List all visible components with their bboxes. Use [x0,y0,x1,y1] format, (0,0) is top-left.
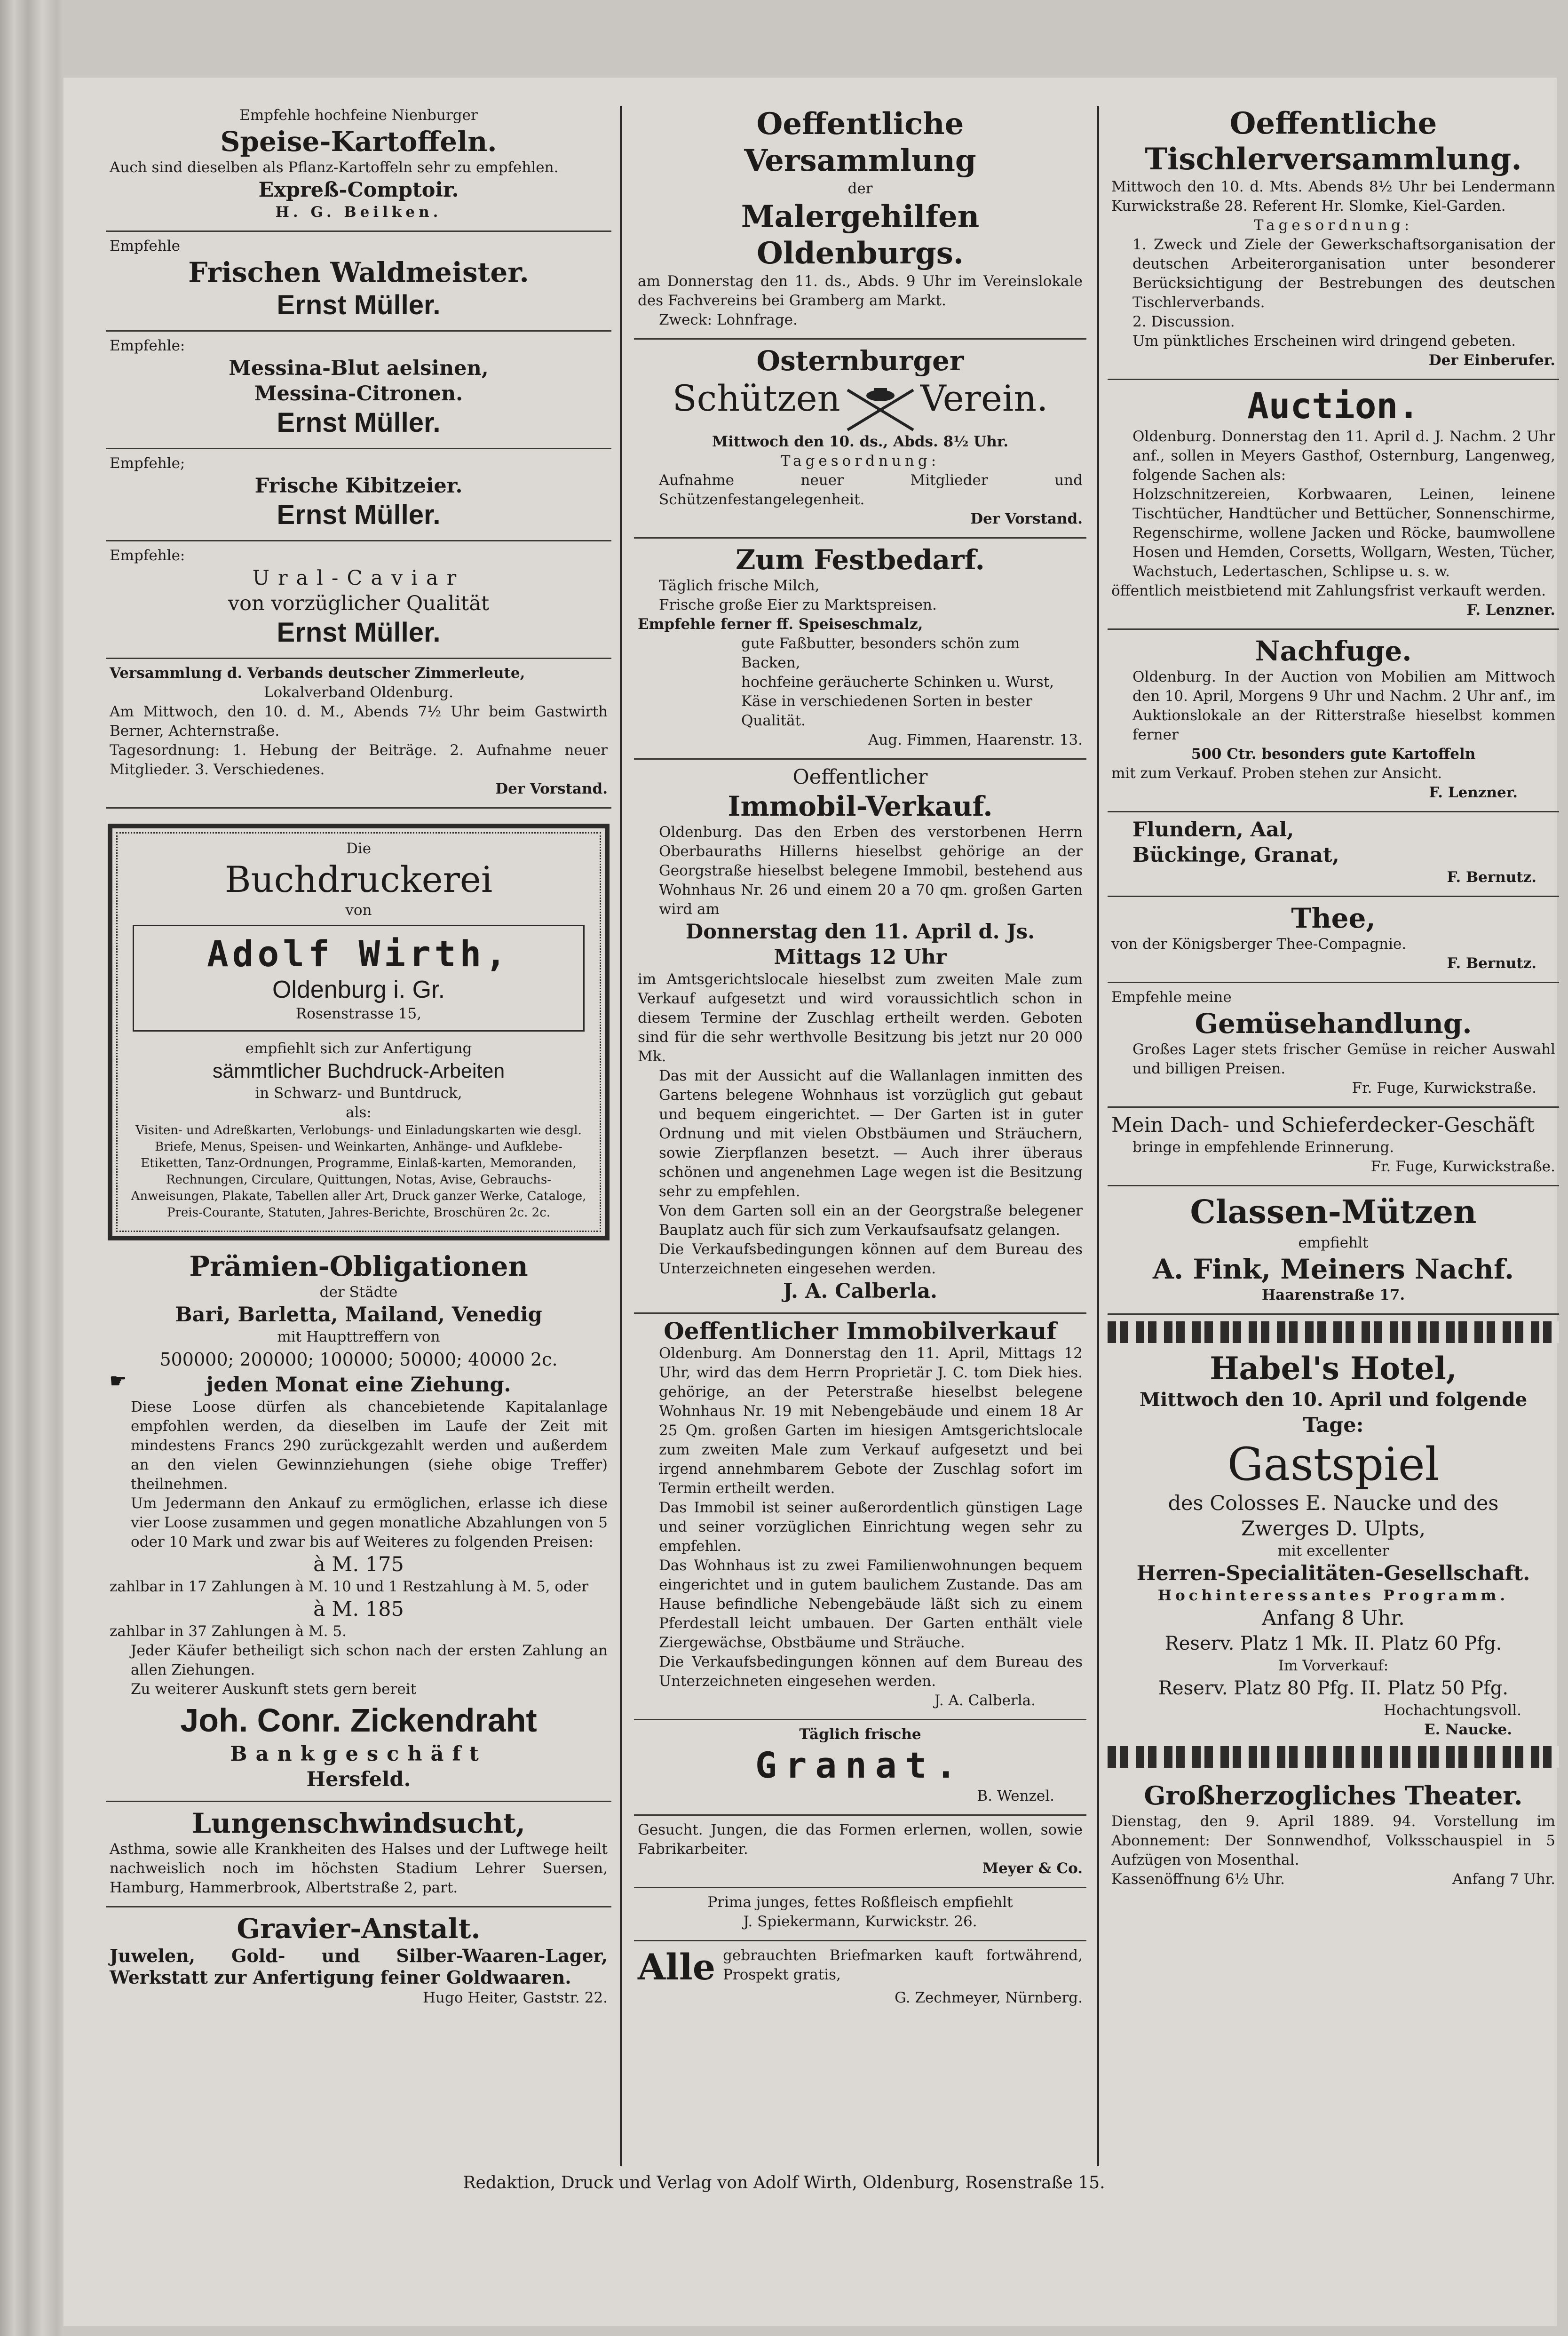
ad-zimmerleute [106,659,611,809]
ad-text: Um pünktliches Erscheinen wird dringend gebeten. [1132,333,1516,350]
ad-title: Gemüsehandlung. [1195,1008,1472,1040]
ad-line: als: [346,1104,372,1121]
ad-text: von der Königsberger Thee-Compagnie. [1111,936,1407,953]
ad-line: der [847,180,873,197]
ad-line: Reserv. Platz 1 Mk. II. Platz 60 Pfg. [1164,1633,1502,1654]
ad-text: Jeder Käufer betheiligt sich schon nach der ersten Zahlung an allen Ziehungen. [131,1642,608,1678]
ad-title: Alle [638,1946,716,1988]
ad-muetzen [1108,1186,1559,1315]
ad-title: Verein. [920,377,1048,419]
ad-title: Ural-Caviar [252,566,465,590]
ad-signature: Der Vorstand. [495,780,608,797]
footer-imprint: Redaktion, Druck und Verlag von Adolf Wirth, Oldenburg, Rosenstraße 15. [463,2173,1105,2193]
ad-signature: Ernst Müller. [277,500,441,530]
ad-title: Gravier-Anstalt. [237,1913,481,1945]
ad-text: Auch sind dieselben als Pflanz-Kartoffeln sehr zu empfehlen. [110,159,559,176]
ad-kartoffeln [106,101,611,232]
ad-price: à M. 175 [313,1553,404,1576]
ad-signature: Hugo Heiter, Gaststr. 22. [423,1989,608,2006]
ad-line: Empfehle: [110,337,185,354]
ad-line: Reserv. Platz 80 Pfg. II. Platz 50 Pfg. [1158,1677,1509,1699]
ad-title: Mein Dach- und Schieferdecker-Geschäft [1111,1113,1535,1137]
ad-obligationen [106,1245,611,1802]
ad-text: Tagesordnung: 1. Hebung der Beiträge. 2. Aufnahme neuer Mitglieder. 3. Verschiedenes. [110,742,608,778]
ad-dach [1108,1108,1559,1186]
ad-text: Oldenburg. Am Donnerstag den 11. April, Mittags 12 Uhr, wird das dem Herrn Proprietär J. C. tom Diek hies. gehörige, an der Peterstraße hieselbst belegene Wohnhaus Nr. 19 mit Nebengebäude und einem 18 Ar 25 Qm. großen Garten im hiesigen Amtsgerichtslocale zum zweiten Male zum Verkauf aufgesetzt und bei irgend annehmbarem Gebote der Zuschlag sofort im Termin ertheilt werden. [659,1344,1083,1497]
ad-signature: H. G. Beilken. [275,204,442,221]
ad-price: à M. 185 [313,1597,404,1621]
ad-text: Holzschnitzereien, Korbwaaren, Leinen, leinene Tischtücher, Handtücher und Bettücher, Sonnenschirme, Regenschirme, wollene Jacken und Röcke, baumwollene Hosen und Hemden, Corsetts, Wollgarn, Westen, Tücher, Wachstuch, Ledertaschen, Schlipse u. s. w. [1132,486,1555,580]
ad-line: Im Vorverkauf: [1278,1657,1389,1674]
ad-title: Lungenschwindsucht, [192,1807,525,1839]
ad-text: 1. Zweck und Ziele der Gewerkschaftsorganisation der deutschen Arbeiterorganisation unter besonderer Berücksichtigung der Bestrebungen des deutschen Tischlerverbands. [1132,236,1555,311]
ad-line: gute Faßbutter, besonders schön zum Backen, [741,635,1020,671]
column-rule-1 [620,106,622,2166]
ad-line: mit Haupttreffern von [277,1328,440,1345]
ad-signature: Der Einberufer. [1428,352,1555,369]
ad-line: Tagesordnung: [780,452,940,469]
ad-waldmeister [106,232,611,332]
ad-text: 2. Discussion. [1132,313,1235,330]
ad-line: Käse in verschiedenen Sorten in bester Qualität. [741,692,1032,729]
ad-text: Oldenburg. Das den Erben des verstorbenen Herrn Oberbauraths Hillerns hieselbst gehörige an der Georgstraße hieselbst belegene Immobil, bestehend aus Wohnhaus Nr. 26 und einem 20 a 70 qm. großen Garten wird am [659,823,1083,918]
ad-line: empfiehlt sich zur Anfertigung [245,1040,472,1057]
ad-signature: B. Wenzel. [977,1787,1054,1804]
ad-text: Oldenburg. In der Auction von Mobilien am Mittwoch den 10. April, Morgens 9 Uhr und Nachm. 2 Uhr anf., im Auktionslokale an der Ritterstraße hieselbst kommen ferner [1132,668,1555,743]
ad-line: Mittwoch den 10. ds., Abds. 8½ Uhr. [712,433,1009,450]
ad-auction [1108,380,1559,630]
ad-title: Zum Festbedarf. [736,543,985,576]
column-3 [1108,101,1559,1898]
ad-title: Granat. [755,1744,966,1786]
ad-immobil-2 [634,1314,1086,1720]
ad-date: Donnerstag den 11. April d. Js. [685,920,1035,944]
ad-line: Anfang 7 Uhr. [1452,1871,1555,1888]
pointing-hand-icon: ☛ [110,1370,127,1392]
ad-line: Täglich frische Milch, [659,577,820,594]
ad-line: Mittwoch den 10. April und folgende [1139,1389,1528,1411]
ad-habel [1108,1321,1559,1768]
ad-title: Großherzogliches Theater. [1144,1780,1523,1811]
ad-title: Thee, [1291,902,1376,934]
ad-line: Die [346,840,372,857]
ad-lungen [106,1802,611,1907]
ad-text: mit zum Verkauf. Proben stehen zur Ansicht. [1111,765,1442,782]
ad-signature: F. Bernutz. [1447,955,1536,972]
ad-text: im Amtsgerichtslocale hieselbst zum zweiten Male zum Verkauf aufgesetzt und wird voraussichtlich schon in diesem Termine der Zuschlag ertheilt werden. Geboten sind für die sehr werthvolle Besitzung bis jetzt nur 20 000 Mk. [638,970,1083,1065]
ad-firm: Joh. Conr. Zickendraht [180,1702,537,1739]
ad-caviar [106,541,611,659]
ad-title: Oeffentlicher Immobilverkauf [664,1317,1057,1345]
ad-title: Messina-Blut aelsinen, [229,357,489,380]
ad-line: Frische große Eier zu Marktspreisen. [659,596,937,613]
ad-text: Diese Loose dürfen als chancebietende Kapitalanlage empfohlen werden, da dieselben im Laufe der Zeit mit mindestens Francs 290 zurückgezahlt werden und außerdem an den vielen Gewinnziehungen (siehe obige Treffer) theilnehmen. [131,1398,608,1493]
ad-title: Osternburger [756,345,964,377]
ad-line: Empfehle ferner ff. Speiseschmalz, [638,615,923,633]
ad-line: Bari, Barletta, Mailand, Venedig [175,1303,542,1327]
ad-title: Auction. [1247,385,1420,427]
ad-signature: Meyer & Co. [982,1859,1083,1877]
ad-signature: E. Naucke. [1424,1721,1512,1738]
ad-line: Kassenöffnung 6½ Uhr. [1111,1871,1285,1888]
ad-signature: J. A. Calberla. [934,1692,1036,1709]
ad-line: Empfehle meine [1111,989,1232,1006]
crossed-rifles-icon [843,385,918,432]
ad-line: Bankgeschäft [230,1742,487,1766]
ad-messina [106,332,611,449]
ad-text: Prima junges, fettes Roßfleisch empfiehlt [707,1893,1013,1911]
ad-title: Habel's Hotel, [1210,1350,1457,1387]
ad-line: Hochachtungsvoll. [1384,1702,1521,1719]
ad-title: Bückinge, Granat, [1132,843,1339,867]
ad-signature: G. Zechmeyer, Nürnberg. [895,1989,1083,2006]
ad-big: Gastspiel [1227,1438,1440,1491]
ad-row [638,1946,1083,1988]
ad-text: Juwelen, Gold- und Silber-Waaren-Lager, Werkstatt zur Anfertigung feiner Goldwaaren. [110,1945,608,1988]
ad-signature: Der Vorstand. [970,510,1083,527]
ad-signature: F. Lenzner. [1466,602,1555,619]
ad-highlight: jeden Monat eine Ziehung. [206,1373,511,1397]
ad-festbedarf [634,539,1086,760]
ad-title: Versammlung d. Verbands deutscher Zimmerleute, [110,665,525,682]
ad-line: Empfehle hochfeine Nienburger [239,107,478,124]
ad-gemuese [1108,983,1559,1108]
ad-title: Nachfuge. [1255,635,1412,667]
ad-title: Oeffentliche Tischlerversammlung. [1145,106,1522,177]
ad-line: empfiehlt [1298,1234,1369,1251]
ad-text: am Donnerstag den 11. ds., Abds. 9 Uhr im Vereinslokale des Fachvereins bei Gramberg am Markt. [638,273,1083,309]
ad-text: Das mit der Aussicht auf die Wallanlagen inmitten des Gartens belegene Wohnhaus ist vorzüglich gut gebaut und bequem eingerichtet. — Der Garten ist in guter Ordnung und mit vielen Obstbäumen und Sträuchern, sowie Zierpflanzen besetzt. — Auch ihrer überaus schönen und angenehmen Lage wegen ist die Besitzung sehr zu empfehlen. [659,1067,1083,1200]
ad-firm: Expreß-Comptoir. [258,178,459,202]
column-rule-2 [1097,106,1099,2166]
ad-line: Herren-Specialitäten-Gesellschaft. [1136,1562,1530,1585]
ad-title: Oeffentliche Versammlung [744,106,976,178]
ad-text: Die Verkaufsbedingungen können auf dem Bureau des Unterzeichneten eingesehen werden. [659,1240,1083,1277]
ad-immobil-1 [634,760,1086,1314]
ad-title: sämmtlicher Buchdruck-Arbeiten [212,1060,505,1082]
ad-text: zahlbar in 17 Zahlungen à M. 10 und 1 Restzahlung à M. 5, oder [110,1578,589,1595]
ad-line: Zwerges D. Ulpts, [1241,1517,1426,1541]
ad-text: Mittwoch den 10. d. Mts. Abends 8½ Uhr bei Lendermann Kurwickstraße 28. Referent Hr. Slomke, Kiel-Garden. [1111,178,1555,215]
ad-text: Am Mittwoch, den 10. d. M., Abends 7½ Uhr beim Gastwirth Berner, Achternstraße. [110,703,608,739]
ad-text: bringe in empfehlende Erinnerung. [1132,1139,1394,1156]
ad-line: Hochinteressantes Programm. [1157,1587,1509,1604]
ad-line: hochfeine geräucherte Schinken u. Wurst, [741,673,1054,691]
ad-line: Tage: [1303,1414,1364,1437]
ad-briefmarken [634,1941,1086,2016]
ad-text: gebrauchten Briefmarken kauft fortwährend, Prospekt gratis, [723,1947,1083,1983]
ad-title: Schützen [672,377,840,419]
ad-druckerei [108,824,610,1240]
ad-kibitz [106,449,611,541]
ad-text: Um Jedermann den Ankauf zu ermöglichen, erlasse ich diese vier Loose zusammen und gegen monatliche Abzahlungen von 5 oder 10 Mark und zwar bis auf Weiteres zu folgenden Preisen: [131,1495,608,1550]
ad-line: in Schwarz- und Buntdruck, [255,1085,462,1102]
ad-line: Anfang 8 Uhr. [1262,1606,1405,1630]
ad-text: Großes Lager stets frischer Gemüse in reicher Auswahl und billigen Preisen. [1132,1041,1555,1077]
ad-text: Von dem Garten soll ein an der Georgstraße belegener Bauplatz auch für sich zum Verkaufsaufsatz gelangen. [659,1202,1083,1239]
company-name: Adolf Wirth, [206,933,511,975]
ad-text: Aufnahme neuer Mitglieder und Schützenfestangelegenheit. [659,471,1083,508]
ad-signature: J. Spiekermann, Kurwickstr. 26. [743,1913,977,1930]
ad-title: Frische Kibitzeier. [254,474,463,498]
ad-line: mit excellenter [1277,1542,1389,1559]
ad-schuetzen [634,340,1086,539]
ad-theater [1108,1774,1559,1898]
ad-text: Oldenburg. Donnerstag den 11. April d. J. Nachm. 2 Uhr anf., sollen in Meyers Gasthof, Osternburg, Langenweg, folgende Sachen als: [1132,428,1555,484]
ad-title: Frischen Waldmeister. [188,256,529,288]
ad-line [110,1372,608,1398]
company-city: Oldenburg i. Gr. [272,976,445,1003]
ad-signature: Fr. Fuge, Kurwickstraße. [1370,1158,1555,1175]
ad-signature: Ernst Müller. [277,617,441,648]
ad-text: Dienstag, den 9. April 1889. 94. Vorstellung im Abonnement: Der Sonnwendhof, Volksschauspiel in 5 Aufzügen von Mosenthal. [1111,1813,1555,1868]
ad-line: Oeffentlicher [792,765,928,789]
ad-text: Gesucht. Jungen, die das Formen erlernen, wollen, sowie Fabrikarbeiter. [638,1821,1083,1858]
ad-signature: F. Bernutz. [1447,869,1536,886]
ad-signature: J. A. Calberla. [783,1279,937,1303]
company-street: Rosenstrasse 15, [295,1005,422,1022]
ornamental-border [1108,1321,1559,1343]
ad-signature: Ernst Müller. [277,290,441,320]
ad-line: Empfehle: [110,547,185,564]
ad-gravier [106,1907,611,2016]
ad-title: Buchdruckerei [224,858,493,900]
ad-row [1111,1870,1555,1889]
ad-line: 500000; 200000; 100000; 50000; 40000 2c. [159,1349,558,1370]
ad-flundern [1108,812,1559,897]
ad-time: Mittags 12 Uhr [774,945,947,969]
ad-jungen [634,1816,1086,1888]
ad-heading [638,377,1083,432]
ad-signature: Aug. Fimmen, Haarenstr. 13. [868,731,1083,748]
ad-firm: A. Fink, Meiners Nachf. [1152,1253,1514,1285]
ad-line: Haarenstraße 17. [1261,1287,1405,1303]
ad-title: Messina-Citronen. [254,382,463,405]
ad-title: Speise-Kartoffeln. [220,126,497,158]
ad-granat [634,1720,1086,1816]
ad-title: Classen-Mützen [1190,1193,1477,1231]
column-2 [634,101,1086,2016]
column-1 [106,101,611,2016]
ad-title: Flundern, Aal, [1132,818,1294,842]
ad-title: Immobil-Verkauf. [728,790,993,822]
ad-line: Zweck: Lohnfrage. [659,311,798,328]
company-box [133,925,585,1032]
ad-text: zahlbar in 37 Zahlungen à M. 5. [110,1623,347,1640]
ad-rossfleisch [634,1888,1086,1941]
ad-signature: Ernst Müller. [277,407,441,438]
ad-text: öffentlich meistbietend mit Zahlungsfrist verkauft werden. [1111,582,1546,599]
page-edge [0,0,63,2336]
ad-line: von vorzüglicher Qualität [228,592,490,615]
ad-line: Tagesordnung: [1253,217,1413,234]
ad-thee [1108,897,1559,983]
ad-nachfuge [1108,630,1559,812]
ad-text: Das Wohnhaus ist zu zwei Familienwohnungen bequem eingerichtet und in gutem baulichem Zustande. Das am Hause befindliche Nebengebäude läßt sich zu einem Pferdestall leicht umbauen. Der Garten enthält viele Ziergewächse, Obstbäume und Sträuche. [659,1557,1083,1651]
ad-line: Empfehle [110,238,180,254]
ad-title: Malergehilfen Oldenburgs. [741,199,980,271]
ad-title: Prämien-Obligationen [189,1250,528,1282]
ad-tischler [1108,101,1559,380]
ad-text: Zu weiterer Auskunft stets gern bereit [131,1681,417,1698]
ad-line: 500 Ctr. besonders gute Kartoffeln [1191,746,1476,763]
ad-line: Hersfeld. [306,1768,411,1791]
ad-line: Täglich frische [799,1725,921,1743]
ad-signature: Fr. Fuge, Kurwickstraße. [1352,1080,1536,1096]
ad-line: des Colosses E. Naucke und des [1168,1492,1499,1515]
ad-line: von [345,902,372,919]
ad-text: Asthma, sowie alle Krankheiten des Halses und der Luftwege heilt nachweislich noch im höchsten Stadium Lehrer Suersen, Hamburg, Hammerbrook, Albertstraße 2, part. [110,1841,608,1896]
ad-text: Das Immobil ist seiner außerordentlich günstigen Lage und seiner vorzüglichen Einrichtung wegen sehr zu empfehlen. [659,1499,1083,1555]
ad-text: Visiten- und Adreßkarten, Verlobungs- und Einladungskarten wie desgl. Briefe, Menus, Speisen- und Weinkarten, Anhänge- und Aufklebe-Etiketten, Tanz-Ordnungen, Programme, Einlaß-karten, Memoranden, Rechnungen, Circulare, Quittungen, Notas, Avise, Gebrauchs-Anweisungen, Plakate, Tabellen aller Art, Druck ganzer Werke, Cataloge, Preis-Courante, Statuten, Jahres-Berichte, Broschüren 2c. 2c. [131,1123,586,1220]
ornamental-border [1108,1746,1559,1768]
ad-line: Empfehle; [110,455,185,472]
ad-maler [634,101,1086,340]
ad-signature: F. Lenzner. [1429,784,1518,801]
ad-line: der Städte [319,1284,398,1301]
ad-text: Die Verkaufsbedingungen können auf dem Bureau des Unterzeichneten eingesehen werden. [659,1653,1083,1690]
ad-line: Lokalverband Oldenburg. [264,684,453,701]
